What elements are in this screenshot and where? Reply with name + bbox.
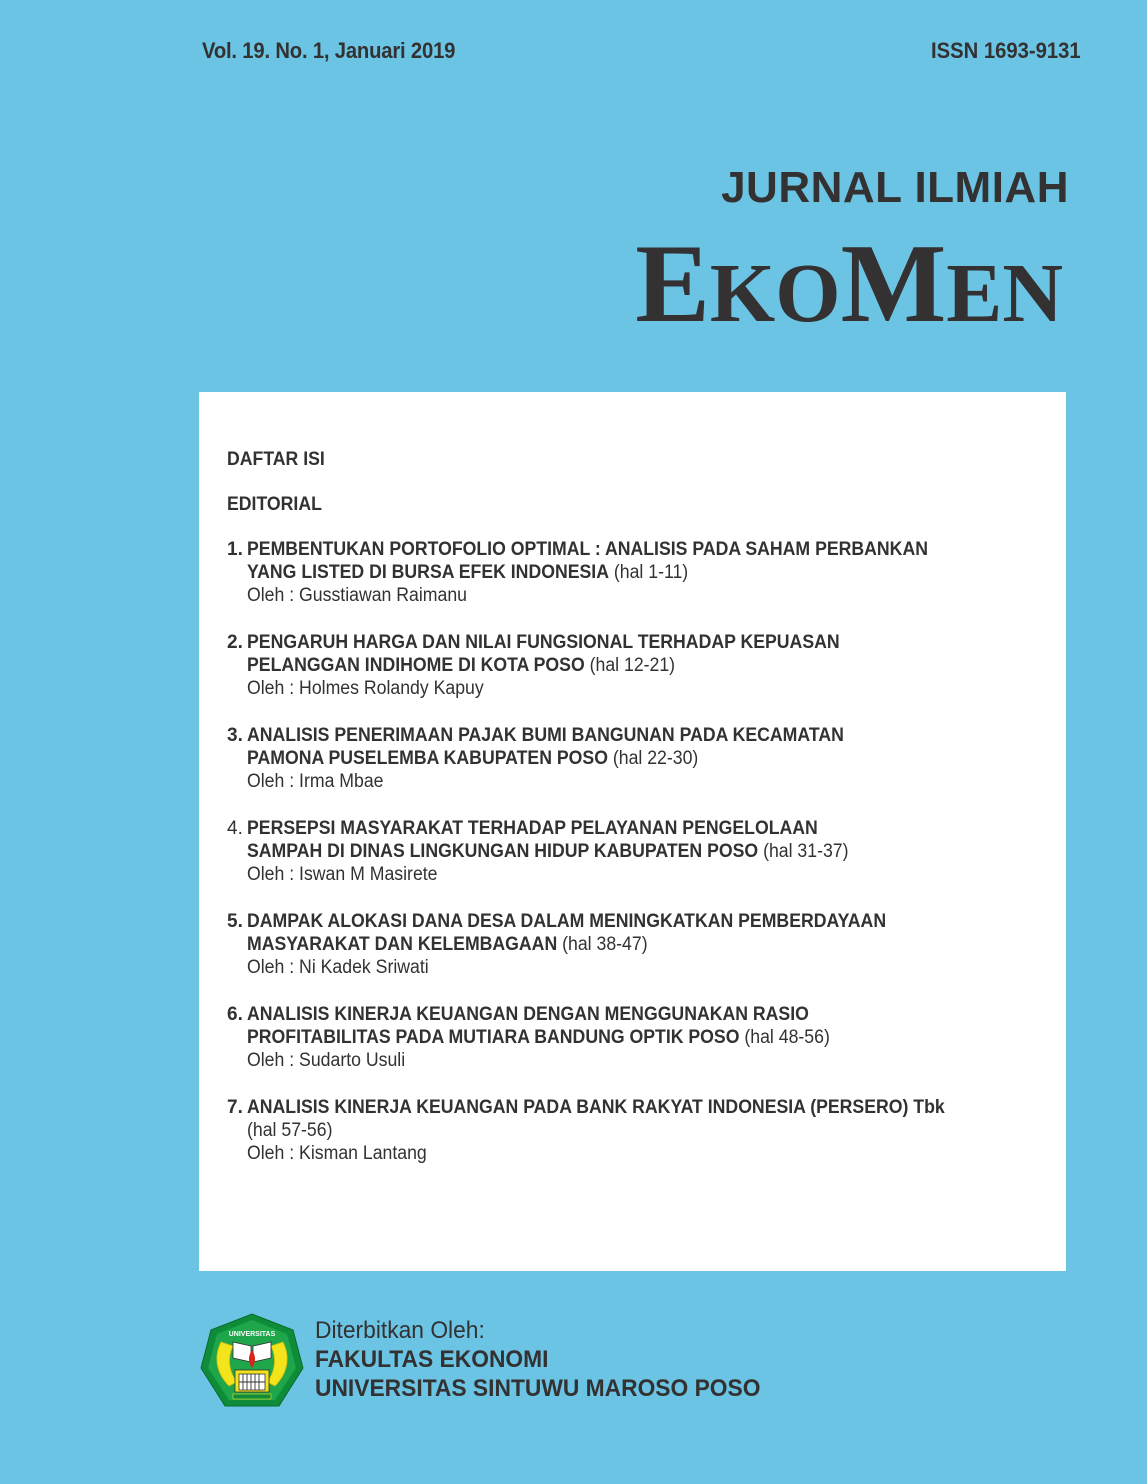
- journal-name: [635, 222, 1063, 346]
- entry-number: 1.: [227, 539, 243, 560]
- entry-pages: (hal 22-30): [612, 748, 699, 769]
- journal-name-part: KO: [709, 247, 841, 340]
- entry-number: 2.: [227, 632, 243, 653]
- entry-title: DAMPAK ALOKASI DANA DESA DALAM MENINGKATKAN PEMBERDAYAAN: [247, 911, 887, 932]
- entry-title: PELANGGAN INDIHOME DI KOTA POSO: [247, 655, 585, 676]
- entry-pages: (hal 48-56): [744, 1027, 830, 1048]
- entry-title: MASYARAKAT DAN KELEMBAGAAN: [247, 934, 558, 955]
- entry-author: Oleh : Sudarto Usuli: [247, 1050, 406, 1071]
- toc-entry[interactable]: [227, 910, 1056, 979]
- entry-pages: (hal 12-21): [589, 655, 676, 676]
- entry-pages: (hal 57-56): [247, 1120, 333, 1141]
- toc-entry[interactable]: [227, 1096, 1056, 1165]
- entry-pages: (hal 38-47): [562, 934, 648, 955]
- toc-entry[interactable]: [227, 631, 1056, 700]
- entry-title: SAMPAH DI DINAS LINGKUNGAN HIDUP KABUPATEN POSO: [247, 841, 759, 862]
- publisher-university: UNIVERSITAS SINTUWU MAROSO POSO: [315, 1375, 761, 1402]
- entry-author: Oleh : Irma Mbae: [247, 771, 384, 792]
- entry-number: 7.: [227, 1097, 243, 1118]
- entry-author: Oleh : Kisman Lantang: [247, 1143, 427, 1164]
- entry-title: ANALISIS KINERJA KEUANGAN DENGAN MENGGUNAKAN RASIO: [247, 1004, 809, 1025]
- university-crest-icon: [199, 1312, 305, 1412]
- volume-info: Vol. 19. No. 1, Januari 2019: [202, 38, 456, 63]
- entry-title: PERSEPSI MASYARAKAT TERHADAP PELAYANAN PENGELOLAAN: [247, 818, 818, 839]
- entry-title: PEMBENTUKAN PORTOFOLIO OPTIMAL : ANALISIS PADA SAHAM PERBANKAN: [247, 539, 928, 560]
- publisher-block: [199, 1312, 784, 1412]
- entry-author: Oleh : Iswan M Masirete: [247, 864, 438, 885]
- entry-author: Oleh : Ni Kadek Sriwati: [247, 957, 429, 978]
- publisher-label: Diterbitkan Oleh:: [315, 1317, 485, 1344]
- entry-number: 5.: [227, 911, 243, 932]
- journal-label: JURNAL ILMIAH: [721, 163, 1069, 212]
- entry-pages: (hal 31-37): [763, 841, 849, 862]
- journal-name-part: E: [635, 222, 710, 346]
- entry-title: PAMONA PUSELEMBA KABUPATEN POSO: [247, 748, 608, 769]
- entry-title: YANG LISTED DI BURSA EFEK INDONESIA: [247, 562, 609, 583]
- editorial-link[interactable]: EDITORIAL: [227, 494, 322, 515]
- entry-number: 4.: [227, 818, 243, 839]
- entry-title: PENGARUH HARGA DAN NILAI FUNGSIONAL TERHADAP KEPUASAN: [247, 632, 840, 653]
- publisher-faculty: FAKULTAS EKONOMI: [315, 1346, 549, 1373]
- entry-title: ANALISIS PENERIMAAN PAJAK BUMI BANGUNAN PADA KECAMATAN: [247, 725, 844, 746]
- journal-name-part: M: [840, 222, 947, 346]
- entry-author: Oleh : Gusstiawan Raimanu: [247, 585, 468, 606]
- entry-author: Oleh : Holmes Rolandy Kapuy: [247, 678, 484, 699]
- svg-text:UNIVERSITAS: UNIVERSITAS: [228, 1331, 276, 1338]
- entry-pages: (hal 1-11): [613, 562, 689, 583]
- toc-entry[interactable]: [227, 724, 1056, 793]
- entry-number: 6.: [227, 1004, 243, 1025]
- table-of-contents: [199, 392, 1066, 1271]
- toc-entry[interactable]: [227, 817, 1056, 886]
- issn: ISSN 1693-9131: [931, 38, 1081, 63]
- journal-name-part: EN: [946, 247, 1063, 340]
- toc-entry[interactable]: [227, 538, 1056, 607]
- entry-title: ANALISIS KINERJA KEUANGAN PADA BANK RAKYAT INDONESIA (PERSERO) Tbk: [247, 1097, 945, 1118]
- toc-entry[interactable]: [227, 1003, 1056, 1072]
- entry-number: 3.: [227, 725, 243, 746]
- entry-title: PROFITABILITAS PADA MUTIARA BANDUNG OPTIK POSO: [247, 1027, 740, 1048]
- toc-heading: DAFTAR ISI: [227, 449, 325, 470]
